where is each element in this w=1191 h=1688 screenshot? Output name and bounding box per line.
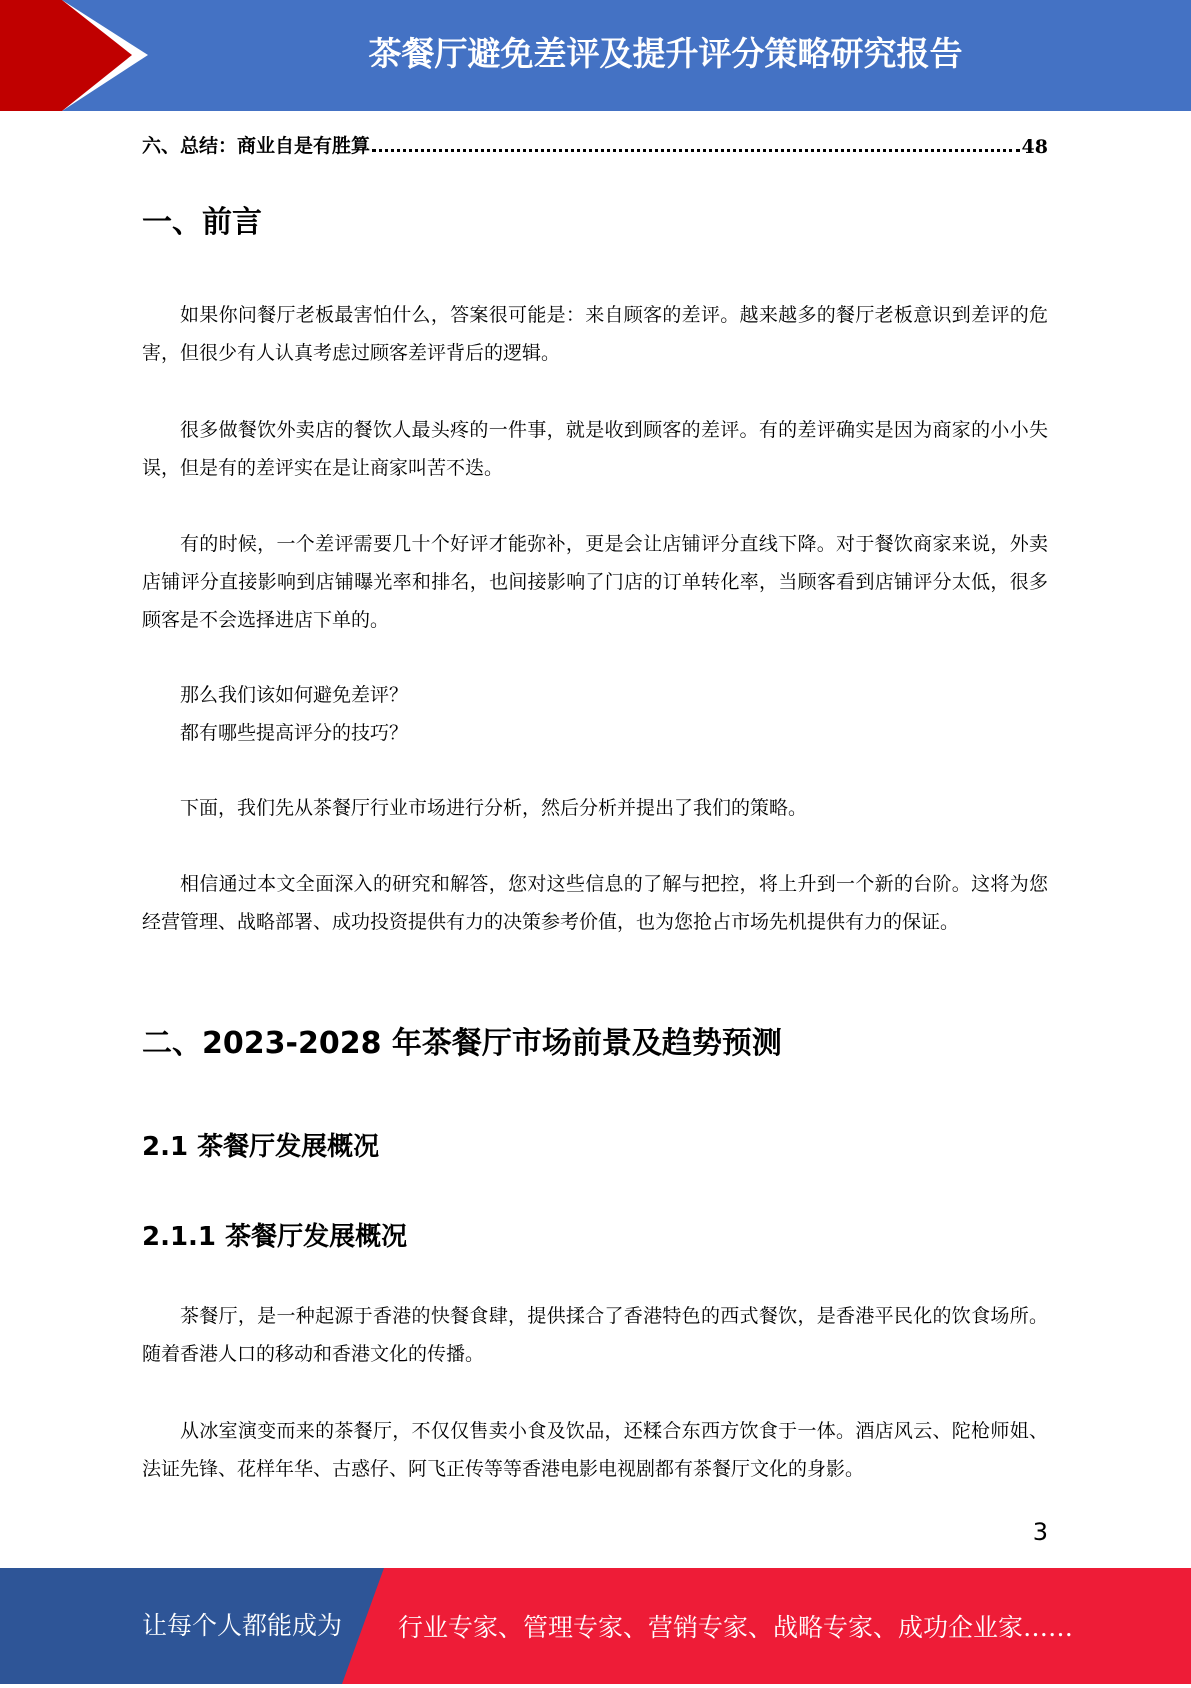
preface-paragraph-3: 有的时候，一个差评需要几十个好评才能弥补，更是会让店铺评分直线下降。对于餐饮商家来说，外卖店铺评分直接影响到店铺曝光率和排名，也间接影响了门店的订单转化率，当顾客看到店铺评分太低，很多顾客是不会选择进店下单的。 <box>142 533 1048 631</box>
header-arrow-decoration <box>0 0 160 111</box>
section-heading-preface: 一、前言 <box>142 205 262 240</box>
preface-paragraph-5: 相信通过本文全面深入的研究和解答，您对这些信息的了解与把控，将上升到一个新的台阶。这将为您经营管理、战略部署、成功投资提供有力的决策参考价值，也为您抢占市场先机提供有力的保证。 <box>142 873 1048 933</box>
overview-paragraph-2: 从冰室演变而来的茶餐厅，不仅仅售卖小食及饮品，还糅合东西方饮食于一体。酒店风云、陀枪师姐、法证先锋、花样年华、古惑仔、阿飞正传等等香港电影电视剧都有茶餐厅文化的身影。 <box>142 1420 1048 1480</box>
preface-paragraph-2: 很多做餐饮外卖店的餐饮人最头疼的一件事，就是收到顾客的差评。有的差评确实是因为商家的小小失误，但是有的差评实在是让商家叫苦不迭。 <box>142 419 1048 479</box>
page-footer <box>0 1568 1191 1684</box>
page-header <box>0 0 1191 111</box>
toc-entry[interactable] <box>142 130 1048 158</box>
preface-question-2: 都有哪些提高评分的技巧？ <box>180 722 409 744</box>
section-heading-market-outlook: 二、2023-2028 年茶餐厅市场前景及趋势预测 <box>142 1026 782 1061</box>
page-number: 3 <box>1032 1518 1048 1546</box>
toc-entry-label: 六、总结：商业自是有胜算 <box>142 135 371 157</box>
subsection-heading-2-1: 2.1 茶餐厅发展概况 <box>142 1132 380 1162</box>
overview-paragraph-1: 茶餐厅，是一种起源于香港的快餐食肆，提供揉合了香港特色的西式餐饮，是香港平民化的饮食场所。随着香港人口的移动和香港文化的传播。 <box>142 1305 1048 1365</box>
toc-entry-page: 48 <box>1021 136 1048 158</box>
report-title: 茶餐厅避免差评及提升评分策略研究报告 <box>368 34 963 73</box>
toc-leader-dots <box>372 149 1020 152</box>
preface-question-1: 那么我们该如何避免差评？ <box>180 684 409 706</box>
preface-paragraph-1: 如果你问餐厅老板最害怕什么，答案很可能是：来自顾客的差评。越来越多的餐厅老板意识到差评的危害，但很少有人认真考虑过顾客差评背后的逻辑。 <box>142 304 1048 364</box>
subsection-heading-2-1-1: 2.1.1 茶餐厅发展概况 <box>142 1222 408 1252</box>
preface-paragraph-4: 下面，我们先从茶餐厅行业市场进行分析，然后分析并提出了我们的策略。 <box>180 797 808 819</box>
footer-slogan-left: 让每个人都能成为 <box>142 1611 343 1640</box>
footer-slogan-right: 行业专家、管理专家、营销专家、战略专家、成功企业家…… <box>398 1613 1074 1642</box>
